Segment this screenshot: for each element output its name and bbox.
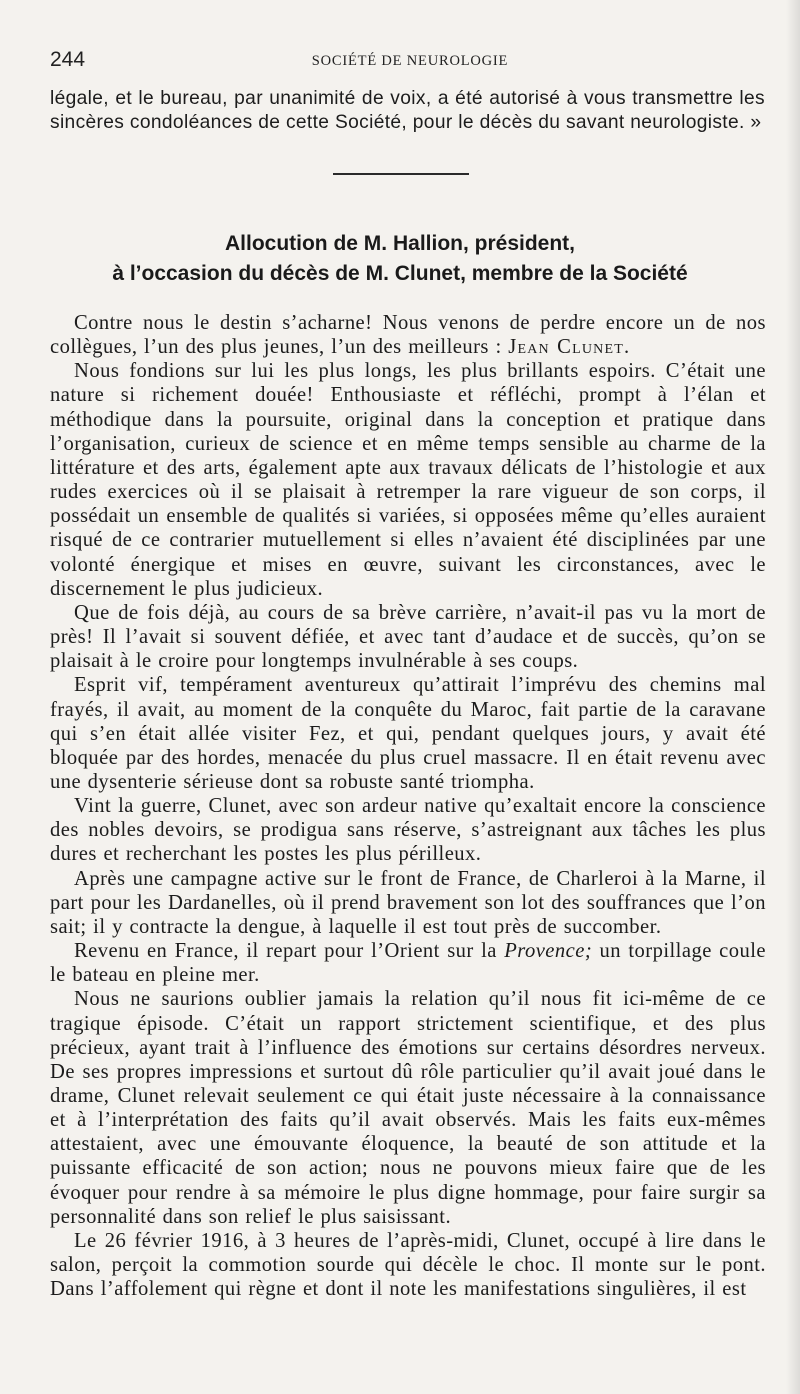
paragraph-1-text: Contre nous le destin s’acharne! Nous venons de perdre encore un de nos collègues, l’un des plus jeunes, l’un des meilleurs :	[50, 312, 766, 359]
article-paragraph-4: Esprit vif, tempérament aventureux qu’attirait l’imprévu des chemins mal frayés, il avait, au moment de la conquête du Maroc, fait partie de la caravane qui s’en était allée visiter Fez, et qui, pendant quelques jours, y avait été bloquée par des hordes, menacée du plus cruel massacre. Il en était revenu avec une dysenterie sérieuse dont sa robuste santé triompha.	[50, 674, 766, 793]
section-divider	[333, 173, 469, 175]
article-paragraph-9: Le 26 février 1916, à 3 heures de l’après-midi, Clunet, occupé à lire dans le salon, perçoit la commotion sourde qui décèle le choc. Il monte sur le pont. Dans l’affolement qui règne et dont il note les manifestations singulières, il est	[50, 1229, 766, 1301]
article-paragraph-7	[50, 939, 766, 987]
article-body	[50, 311, 766, 1301]
running-head: SOCIÉTÉ DE NEUROLOGIE	[311, 53, 509, 69]
ship-name: Provence;	[504, 940, 593, 963]
paragraph-7-end: un torpillage coule le bateau en pleine mer.	[50, 940, 766, 987]
person-name: Jean Clunet	[508, 336, 624, 359]
section-title-line-1: Allocution de M. Hallion, président,	[224, 232, 576, 255]
article-paragraph-2: Nous fondions sur lui les plus longs, les plus brillants espoirs. C’était une nature si richement douée! Enthousiaste et réfléchi, prompt à l’élan et méthodique dans la poursuite, original dans la conception et pratique dans l’organisation, curieux de science et en même temps sensible au charme de la littérature et des arts, également apte aux travaux délicats de l’histologie et aux rudes exercices où il se plaisait à retremper la rare vigueur de son corps, il possédait un ensemble de qualités si variées, si opposées même qu’elles auraient risqué de ce contrarier mutuellement si elles n’avaient été disciplinées par une volonté énergique et mises en œuvre, suivant les circonstances, avec le discernement le plus judicieux.	[50, 360, 766, 600]
section-title-line-2: à l’occasion du décès de M. Clunet, membre de la Société	[112, 262, 688, 285]
page-number: 244	[50, 48, 86, 71]
page-edge-shadow	[786, 0, 800, 1394]
paragraph-1-end: .	[624, 336, 630, 359]
article-paragraph-8: Nous ne saurions oublier jamais la relation qu’il nous fit ici-même de ce tragique épisode. C’était un rapport strictement scientifique, et des plus précieux, ayant trait à l’influence des émotions sur certains désordres nerveux. De ses propres impressions et surtout dû rôle particulier qu’il avait joué dans le drame, Clunet relevait seulement ce qui était juste nécessaire à la connaissance et à l’interprétation des faits qu’il avait observés. Mais les faits eux-mêmes attestaient, avec une émouvante éloquence, la beauté de son attitude et la puissante efficacité de son action; nous ne pouvons mieux faire que de les évoquer pour rendre à sa mémoire le plus digne hommage, pour faire surgir sa personnalité dans son relief le plus saisissant.	[50, 988, 766, 1228]
page-header	[50, 48, 770, 74]
article-paragraph-1	[50, 311, 766, 359]
article-paragraph-5: Vint la guerre, Clunet, avec son ardeur native qu’exaltait encore la conscience des nobles devoirs, se prodigua sans réserve, s’astreignant aux tâches les plus dures et recherchant les postes les plus périlleux.	[50, 795, 766, 866]
article-paragraph-6: Après une campagne active sur le front de France, de Charleroi à la Marne, il part pour les Dardanelles, où il prend bravement son lot des souffrances que l’on sait; il y contracte la dengue, à laquelle il est tout près de succomber.	[50, 867, 766, 938]
article-paragraph-3: Que de fois déjà, au cours de sa brève carrière, n’avait-il pas vu la mort de près! Il l’avait si souvent défiée, et avec tant d’audace et de succès, qu’on se plaisait à le croire pour longtemps invulnérable à ses coups.	[50, 601, 766, 673]
paragraph-7-text: Revenu en France, il repart pour l’Orient sur la	[74, 940, 505, 963]
intro-paragraph: légale, et le bureau, par unanimité de voix, a été autorisé à vous transmettre les sincères condoléances de cette Société, pour le décès du savant neurologiste. »	[50, 88, 765, 134]
